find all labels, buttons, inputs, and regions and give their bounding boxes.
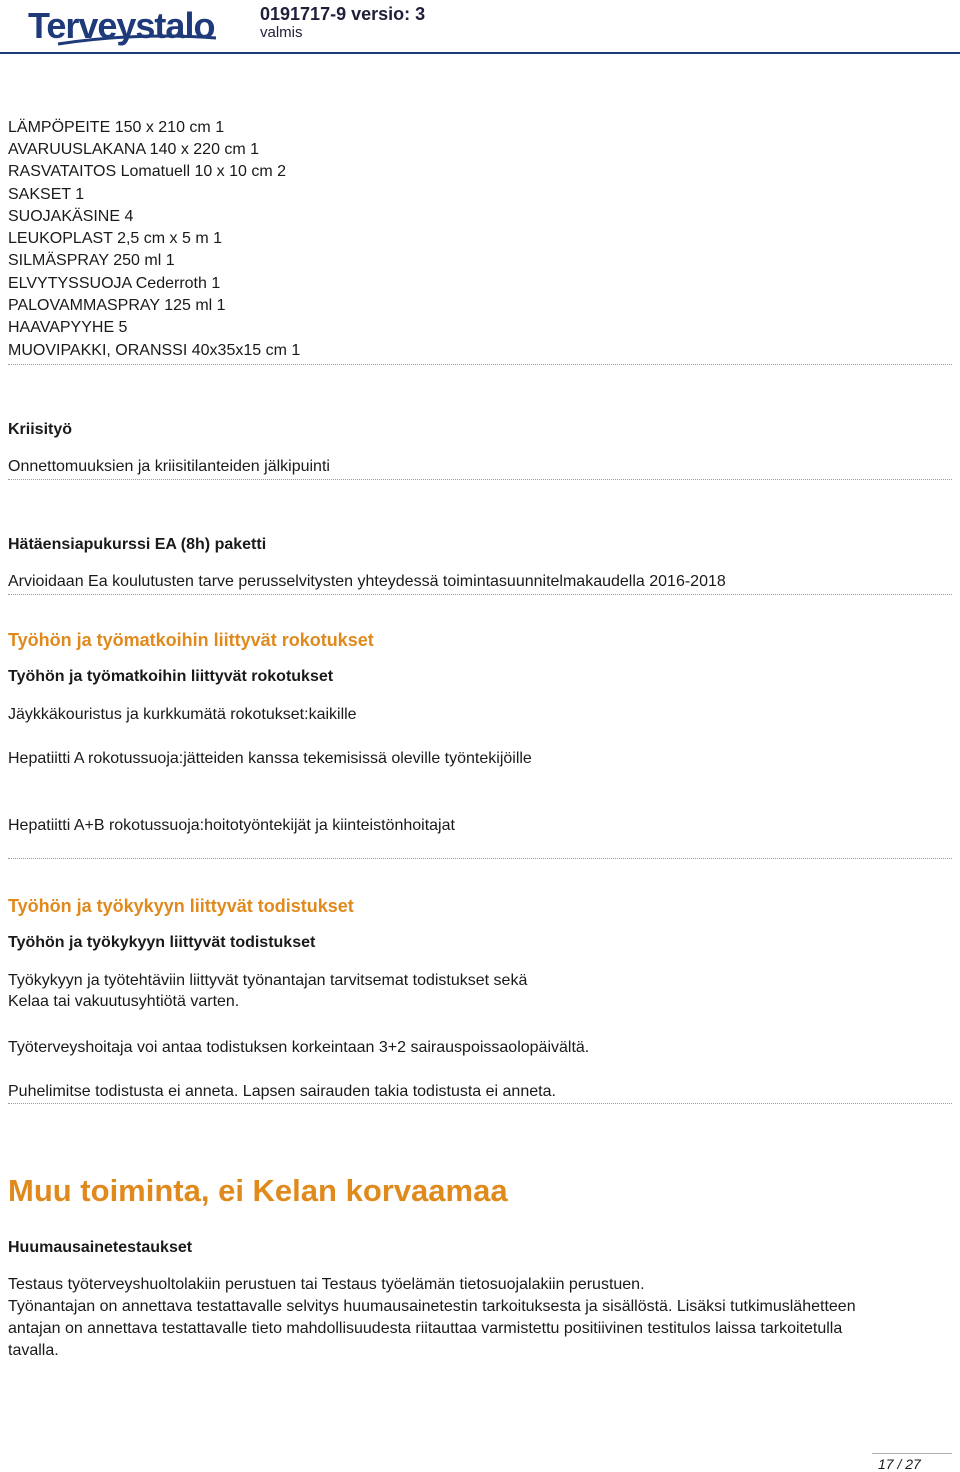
supply-item: HAAVAPYYHE 5 [8,319,128,336]
page-number: 17 / 27 [878,1456,921,1472]
section-divider [8,594,952,595]
muu-text: Testaus työterveyshuoltolakiin perustuen tai Testaus työelämän tietosuojalakiin perustuen. [8,1276,645,1293]
supply-item: SAKSET 1 [8,186,85,203]
muu-text: Työnantajan on annettava testattavalle selvitys huumausainetestin tarkoituksesta ja sisällöstä. Lisäksi tutkimuslähetteen [8,1298,856,1315]
supply-item: MUOVIPAKKI, ORANSSI 40x35x15 cm 1 [8,342,301,359]
logo-text: Terveystalo [28,5,215,46]
supply-item: LEUKOPLAST 2,5 cm x 5 m 1 [8,230,223,247]
rokotukset-section-title: Työhön ja työmatkoihin liittyvät rokotukset [8,630,374,650]
todistukset-subtitle: Työhön ja työkykyyn liittyvät todistukset [8,934,316,951]
todistukset-text: Työterveyshoitaja voi antaa todistuksen korkeintaan 3+2 sairauspoissaolopäivältä. [8,1039,590,1056]
supply-item: SUOJAKÄSINE 4 [8,208,134,225]
section-divider [8,364,952,365]
supply-item: PALOVAMMASPRAY 125 ml 1 [8,297,226,314]
rokotukset-line: Jäykkäkouristus ja kurkkumätä rokotukset:kaikille [8,706,357,723]
ea-title: Hätäensiapukurssi EA (8h) paketti [8,536,267,553]
todistukset-text: Puhelimitse todistusta ei anneta. Lapsen sairauden takia todistusta ei anneta. [8,1083,556,1100]
kriisityo-text: Onnettomuuksien ja kriisitilanteiden jälkipuinti [8,458,330,475]
section-divider [8,479,952,480]
document-id: 0191717-9 versio: 3 [260,4,426,24]
kriisityo-title: Kriisityö [8,421,73,438]
ea-text: Arvioidaan Ea koulutusten tarve perusselvitysten yhteydessä toimintasuunnitelmakaudella 2016-2018 [8,573,726,590]
todistukset-text: Työkykyyn ja työtehtäviin liittyvät työnantajan tarvitsemat todistukset sekä [8,972,528,989]
section-divider [8,858,952,859]
muu-toiminta-title: Muu toiminta, ei Kelan korvaamaa [8,1173,508,1208]
todistukset-section-title: Työhön ja työkykyyn liittyvät todistukset [8,896,354,916]
section-divider [8,1103,952,1104]
footer-divider [872,1453,952,1454]
supply-item: RASVATAITOS Lomatuell 10 x 10 cm 2 [8,163,287,180]
terveystalo-logo [28,4,218,48]
todistukset-text: Kelaa tai vakuutusyhtiötä varten. [8,993,240,1010]
rokotukset-line: Hepatiitti A+B rokotussuoja:hoitotyöntekijät ja kiinteistönhoitajat [8,817,455,834]
supply-item: LÄMPÖPEITE 150 x 210 cm 1 [8,119,225,136]
rokotukset-line: Hepatiitti A rokotussuoja:jätteiden kanssa tekemisissä oleville työntekijöille [8,750,532,767]
supply-item: ELVYTYSSUOJA Cederroth 1 [8,275,221,292]
muu-text: antajan on annettava testattavalle tieto mahdollisuudesta riitauttaa varmistettu positiivinen testitulos laissa tarkoitetulla [8,1320,843,1337]
rokotukset-subtitle: Työhön ja työmatkoihin liittyvät rokotukset [8,668,334,685]
huumausainetestaukset-title: Huumausainetestaukset [8,1239,193,1256]
muu-text: tavalla. [8,1342,59,1359]
supply-item: SILMÄSPRAY 250 ml 1 [8,252,175,269]
header-divider [0,52,960,54]
document-status: valmis [260,24,303,41]
supply-item: AVARUUSLAKANA 140 x 220 cm 1 [8,141,260,158]
